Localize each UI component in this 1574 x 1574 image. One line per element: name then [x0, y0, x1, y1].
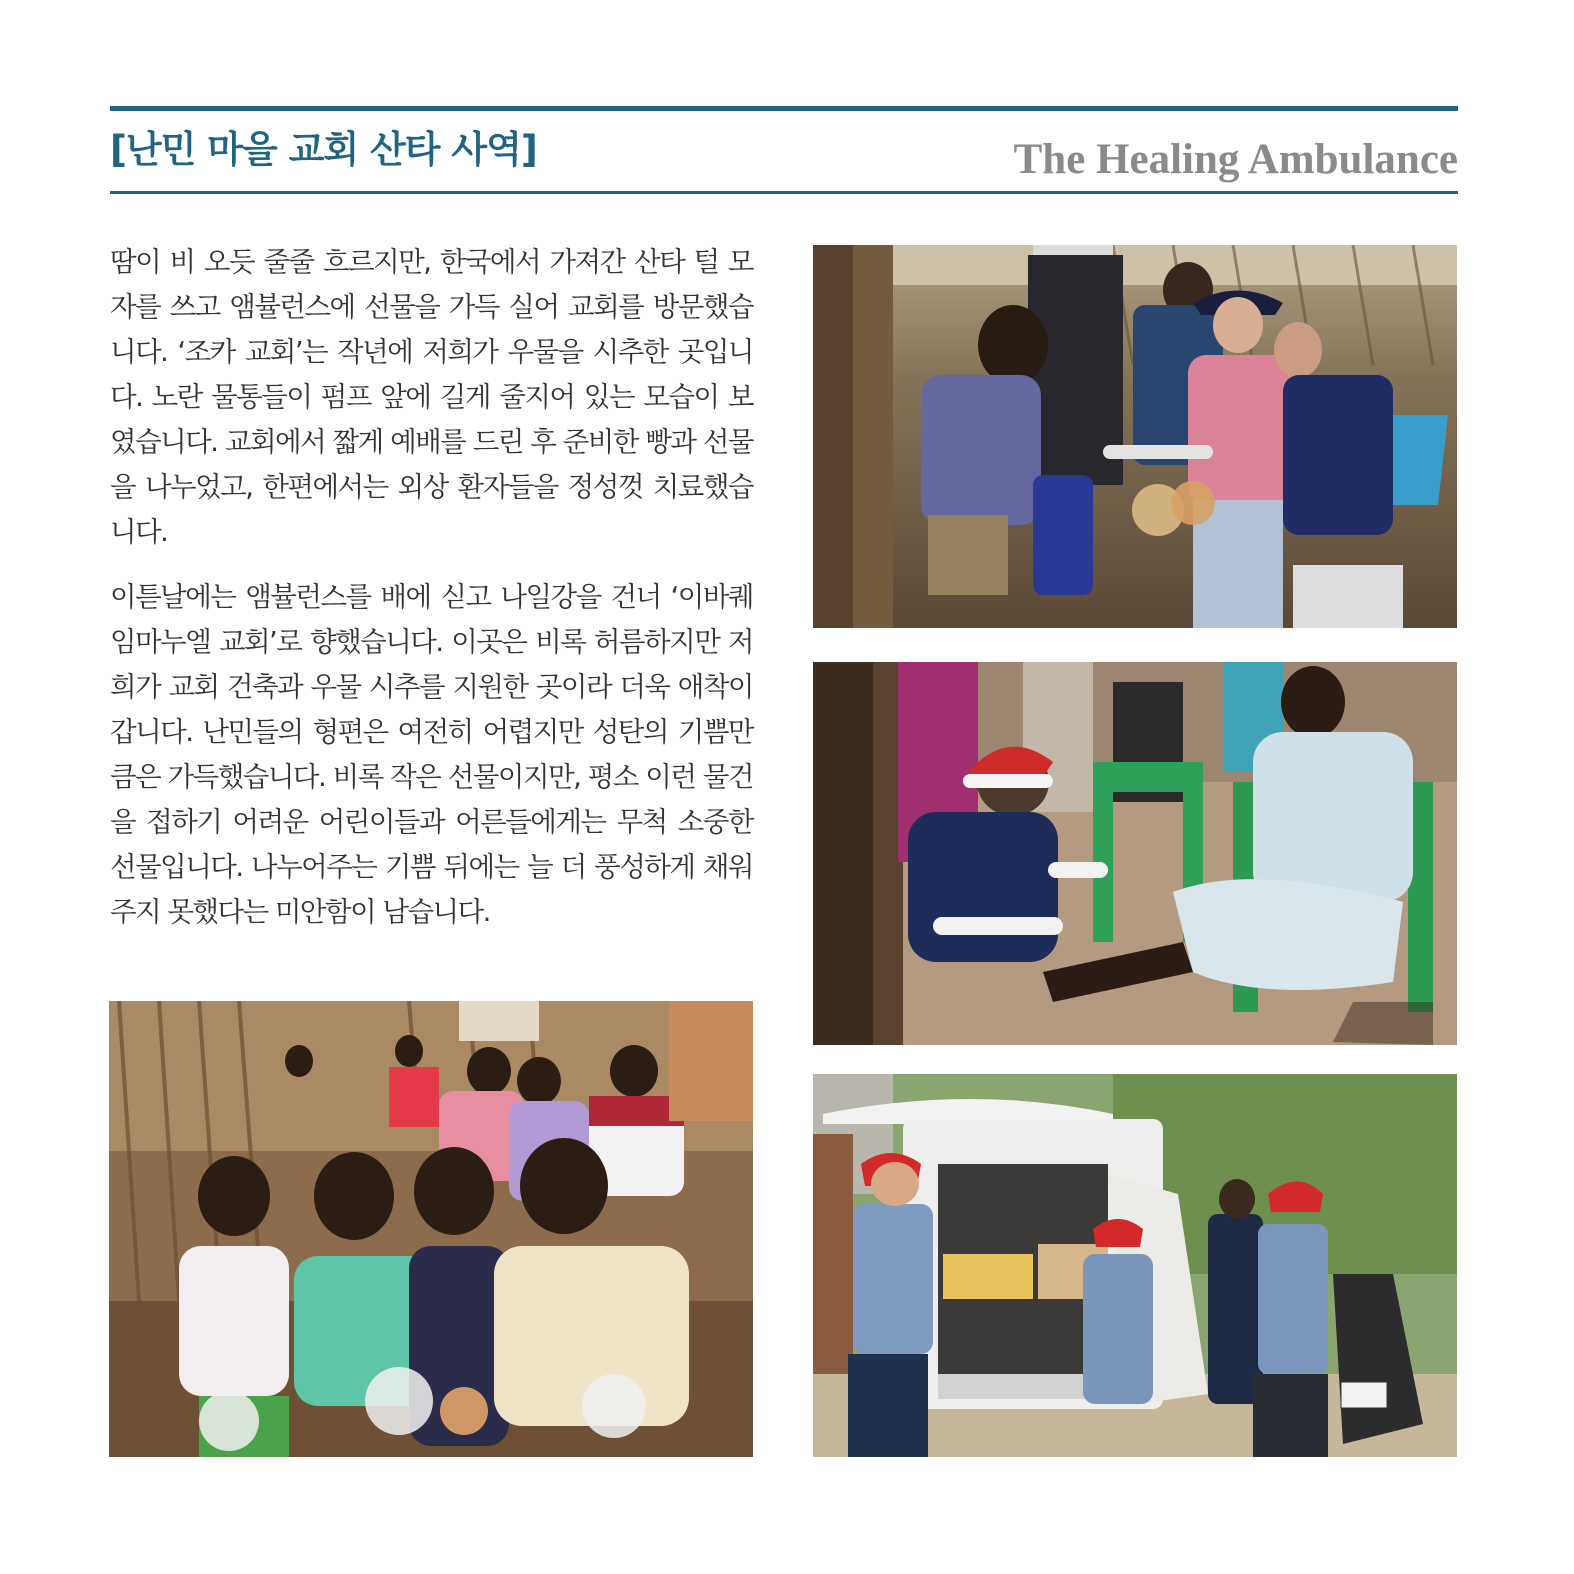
paragraph: 땀이 비 오듯 줄줄 흐르지만, 한국에서 가져간 산타 털 모자를 쓰고 앰뷸런스에 선물을 가득 실어 교회를 방문했습니다. ‘조카 교회’는 작년에 저희가 우물을 시추한 곳입니다. 노란 물통들이 펌프 앞에 길게 줄지어 있는 모습이 보였습니다. 교회에서 짧게 예배를 드린 후 준비한 빵과 선물을 나누었고, 한편에서는 외상 환자들을 정성껏 치료했습니다. — [110, 246, 753, 548]
paragraph: 이튿날에는 앰뷸런스를 배에 싣고 나일강을 건너 ‘이바퀘 임마누엘 교회’로 향했습니다. 이곳은 비록 허름하지만 저희가 교회 건축과 우물 시추를 지원한 곳이라 더욱 애착이 갑니다. 난민들의 형편은 여전히 어렵지만 성탄의 기쁨만큼은 가득했습니다. 비록 작은 선물이지만, 평소 이런 물건을 접하기 어려운 어린이들과 어른들에게는 무척 소중한 선물입니다. 나누어주는 기쁨 뒤에는 늘 더 풍성하게 채워주지 못했다는 미안함이 남습니다. — [110, 581, 753, 928]
photo-treatment — [813, 662, 1457, 1045]
header-rule-bottom — [110, 191, 1458, 194]
photo-ambulance — [813, 1074, 1457, 1457]
header-rule-top — [110, 106, 1458, 111]
article-body — [110, 240, 753, 955]
section-title: [난민 마을 교회 산타 사역] — [110, 128, 537, 171]
photo-gift-distribution — [813, 245, 1457, 628]
photo-children — [109, 1001, 753, 1457]
brand-title: The Healing Ambulance — [1013, 136, 1458, 183]
